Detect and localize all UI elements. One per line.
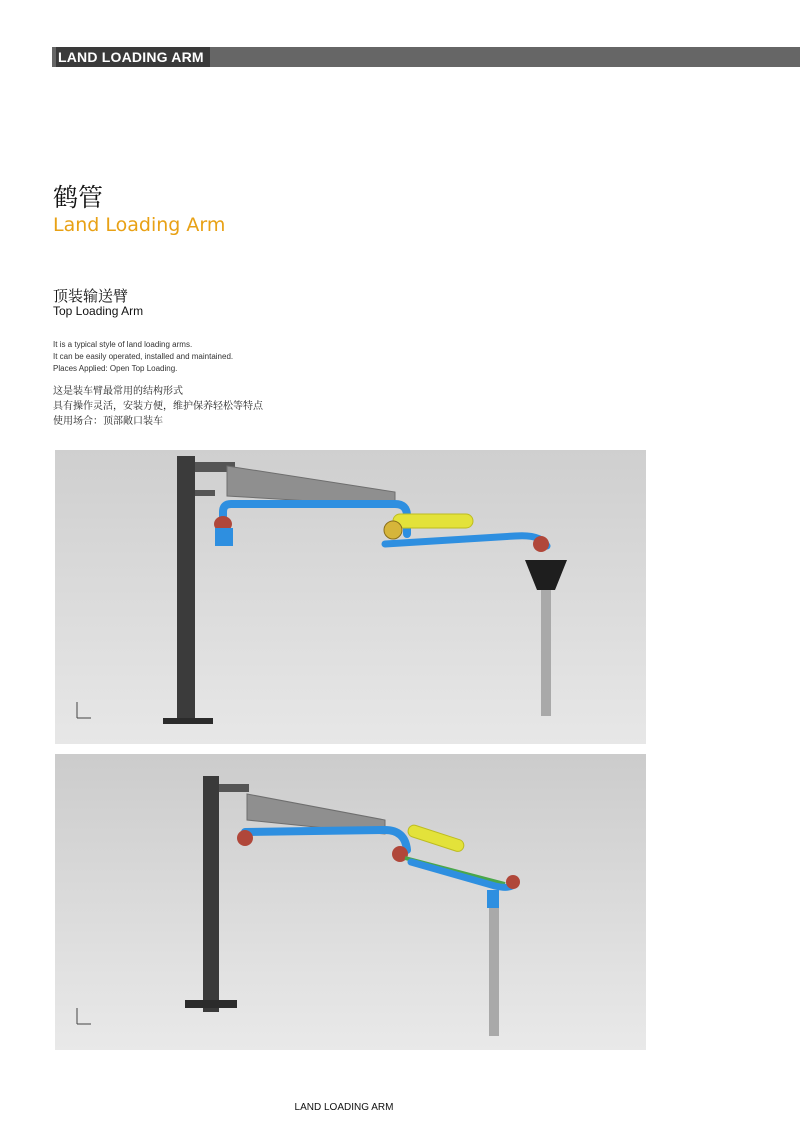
description-en [53,339,233,375]
description-en-line: It is a typical style of land loading arms. [53,340,193,349]
loading-arm-render-1 [55,450,646,744]
footer-label: LAND LOADING ARM [294,1102,394,1113]
page-title-en: Land Loading Arm [53,214,226,236]
footer [0,1102,800,1113]
section-title-cn: 顶装输送臂 [53,287,129,305]
header-bar [52,47,800,67]
description-cn-line: 这是装车臂最常用的结构形式 [53,386,183,397]
description-en-line: Places Applied: Open Top Loading. [53,364,178,373]
header-label: LAND LOADING ARM [56,47,210,67]
page-title-cn: 鹤管 [53,183,104,212]
loading-arm-render-2 [55,754,646,1050]
section-title-en: Top Loading Arm [53,304,144,318]
description-cn-line: 具有操作灵活，安装方便，维护保养轻松等特点 [53,401,263,412]
description-cn-line: 使用场合：顶部敞口装车 [53,416,163,427]
description-en-line: It can be easily operated, installed and maintained. [53,352,234,361]
description-cn [53,384,263,429]
